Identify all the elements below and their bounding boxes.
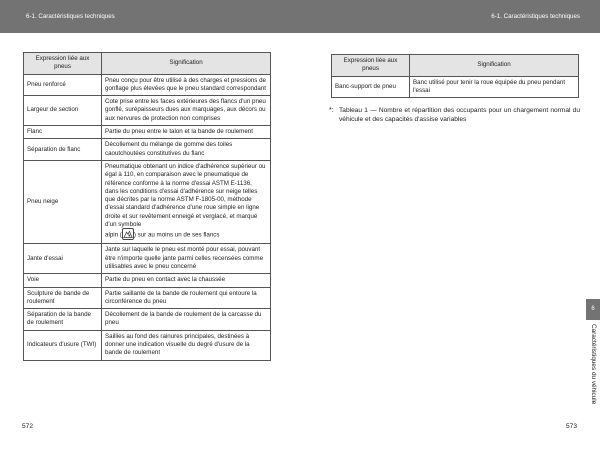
term-cell: Séparation de la bande de roulement <box>24 309 102 331</box>
table-row <box>24 160 271 243</box>
column-header-meaning: Signification <box>102 53 271 75</box>
term-cell: Voie <box>24 274 102 287</box>
definition-cell: Décollement de la bande de roulement de la carcasse du pneu <box>102 309 271 331</box>
term-cell: Séparation de flanc <box>24 139 102 161</box>
chapter-header: 6-1. Caractéristiques techniques <box>491 13 580 20</box>
table-row <box>24 330 271 360</box>
table-row <box>24 309 271 331</box>
symbol-prefix: alpin ( <box>105 231 122 239</box>
definition-cell: Partie du pneu en contact avec la chaussée <box>102 274 271 287</box>
term-cell: Sculpture de bande de roulement <box>24 287 102 309</box>
term-cell: Pneu neige <box>24 160 102 243</box>
page-number: 572 <box>22 423 34 430</box>
column-header-term: Expression liée aux pneus <box>332 55 410 77</box>
alpine-mountain-snowflake-icon <box>122 228 134 240</box>
term-cell: Largeur de section <box>24 96 102 126</box>
table-row <box>24 96 271 126</box>
definition-cell: Pneu conçu pour être utilisé à des charges et pressions de gonflage plus élevées que le pneu standard correspondant <box>102 74 271 96</box>
term-cell: Jante d'essai <box>24 244 102 274</box>
table-header-row <box>24 53 271 75</box>
table-row <box>24 244 271 274</box>
table-header-row <box>332 55 579 77</box>
definition-cell: Banc utilisé pour tenir la roue équipée du pneu pendant l'essai <box>410 76 579 98</box>
table-row <box>24 74 271 96</box>
definition-text: Pneumatique obtenant un indice d'adhérence supérieur ou égal à 110, en comparaison avec le pneumatique de référence conforme à la norme d'essai ASTM E-1136, dans les conditions d'essai d'adhérence sur neige telles que décrites par la norme ASTM F-1805-00, méthode d'essai standard d'adhérence d'une roue simple en ligne droite et sur revêtement enneigé et verglacé, et marqué d'un symbole <box>105 162 266 229</box>
table-row <box>332 76 579 98</box>
term-cell: Pneu renforcé <box>24 74 102 96</box>
footnote <box>330 106 580 125</box>
footnote-marker: *: <box>329 107 334 114</box>
chapter-side-label: Caractéristiques du véhicule <box>590 324 597 405</box>
definition-cell: Jante sur laquelle le pneu est monté pour essai, pouvant être n'importe quelle jante parmi celles recensées comme utilisables avec le pneu concerné <box>102 244 271 274</box>
chapter-header: 6-1. Caractéristiques techniques <box>26 13 115 20</box>
term-cell: Banc-support de pneu <box>332 76 410 98</box>
table-row <box>24 274 271 287</box>
definition-cell: Saillies au fond des rainures principales, destinées à donner une indication visuelle du degré d'usure de la bande de roulement <box>102 330 271 360</box>
table-row <box>24 139 271 161</box>
table-row <box>24 287 271 309</box>
definition-cell: Cote prise entre les faces extérieures des flancs d'un pneu gonflé, surépaisseurs dues aux marquages, aux décors ou aux nervures de protection non comprises <box>102 96 271 126</box>
right-page <box>300 0 600 450</box>
chapter-tab: 6 <box>586 299 600 320</box>
definition-cell <box>102 160 271 243</box>
term-cell: Flanc <box>24 126 102 139</box>
column-header-meaning: Signification <box>410 55 579 77</box>
symbol-suffix: ) sur au moins un de ses flancs <box>133 231 220 239</box>
term-cell: Indicateurs d'usure (TWI) <box>24 330 102 360</box>
table-row <box>24 126 271 139</box>
tire-terms-table <box>23 52 271 361</box>
footnote-text: Tableau 1 — Nombre et répartition des occupants pour un chargement normal du véhicule et des capacités d'assise variables <box>339 107 580 124</box>
definition-cell: Partie saillante de la bande de roulement qui entoure la circonférence du pneu <box>102 287 271 309</box>
page-number: 573 <box>565 423 577 430</box>
definition-cell: Partie du pneu entre le talon et la bande de roulement <box>102 126 271 139</box>
tire-terms-table-continued <box>331 54 579 98</box>
column-header-term: Expression liée aux pneus <box>24 53 102 75</box>
definition-cell: Décollement du mélange de gomme des toiles caoutchoutées constitutives du flanc <box>102 139 271 161</box>
